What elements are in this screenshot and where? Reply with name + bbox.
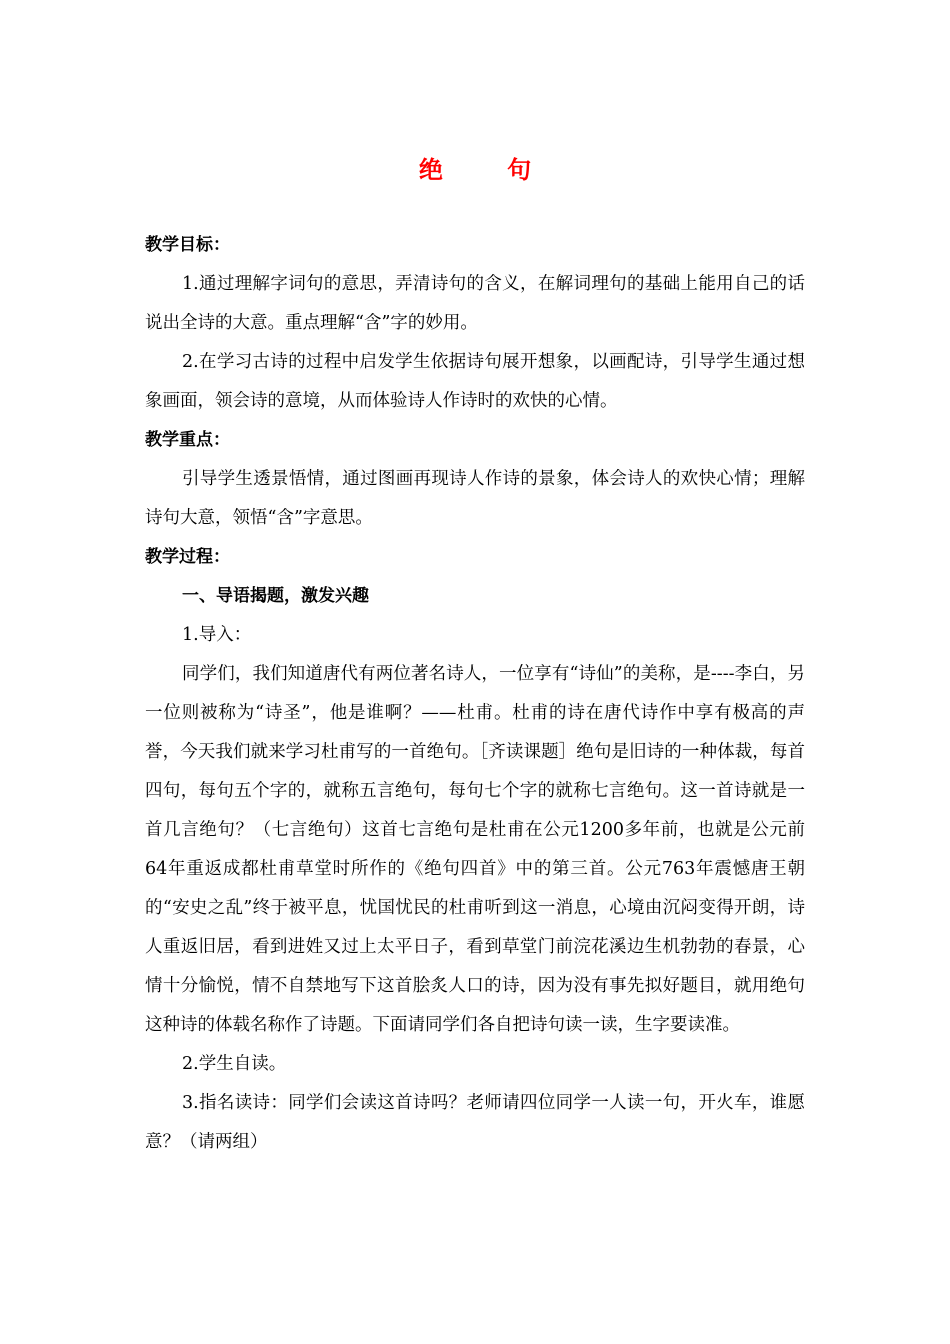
paragraph: 同学们，我们知道唐代有两位著名诗人，一位享有“诗仙”的美称，是----李白，另一位则被称为“诗圣”，他是谁啊？——杜甫。杜甫的诗在唐代诗作中享有极高的声誉，今天我们就来学习杜甫写的一首绝句。［齐读课题］绝句是旧诗的一种体裁，每首四句，每句五个字的，就称五言绝句，每句七个字的就称七言绝句。这一首诗就是一首几言绝句？（七言绝句）这首七言绝句是杜甫在公元1200多年前，也就是公元前64年重返成都杜甫草堂时所作的《绝句四首》中的第三首。公元763年震憾唐王朝的“安史之乱”终于被平息，忧国忧民的杜甫听到这一消息，心境由沉闷变得开朗，诗人重返旧居，看到进姓又过上太平日子，看到草堂门前浣花溪边生机勃勃的春景，心情十分愉悦，情不自禁地写下这首脍炙人口的诗，因为没有事先拟好题目，就用绝句这种诗的体载名称作了诗题。下面请同学们各自把诗句读一读，生字要读准。 (145, 664, 805, 1035)
paragraph: 引导学生透景悟情，通过图画再现诗人作诗的景象，体会诗人的欢快心情；理解诗句大意，领悟“含”字意思。 (145, 469, 805, 528)
section-heading-process: 教学过程： (145, 547, 230, 567)
paragraph: 2.学生自读。 (182, 1054, 287, 1074)
paragraph: 1.导入： (182, 625, 252, 645)
subsection-heading: 一、导语揭题，激发兴趣 (182, 586, 369, 606)
document-body (145, 226, 805, 1162)
paragraph: 2.在学习古诗的过程中启发学生依据诗句展开想象，以画配诗，引导学生通过想象画面，领会诗的意境，从而体验诗人作诗时的欢快的心情。 (145, 352, 805, 411)
section-heading-objectives: 教学目标： (145, 235, 230, 255)
document-title: 绝 句 (418, 155, 560, 184)
section-heading-key-points: 教学重点： (145, 430, 230, 450)
paragraph: 1.通过理解字词句的意思，弄清诗句的含义，在解词理句的基础上能用自己的话说出全诗的大意。重点理解“含”字的妙用。 (145, 274, 805, 333)
paragraph: 3.指名读诗：同学们会读这首诗吗？老师请四位同学一人读一句，开火车，谁愿意？（请两组） (145, 1093, 805, 1152)
